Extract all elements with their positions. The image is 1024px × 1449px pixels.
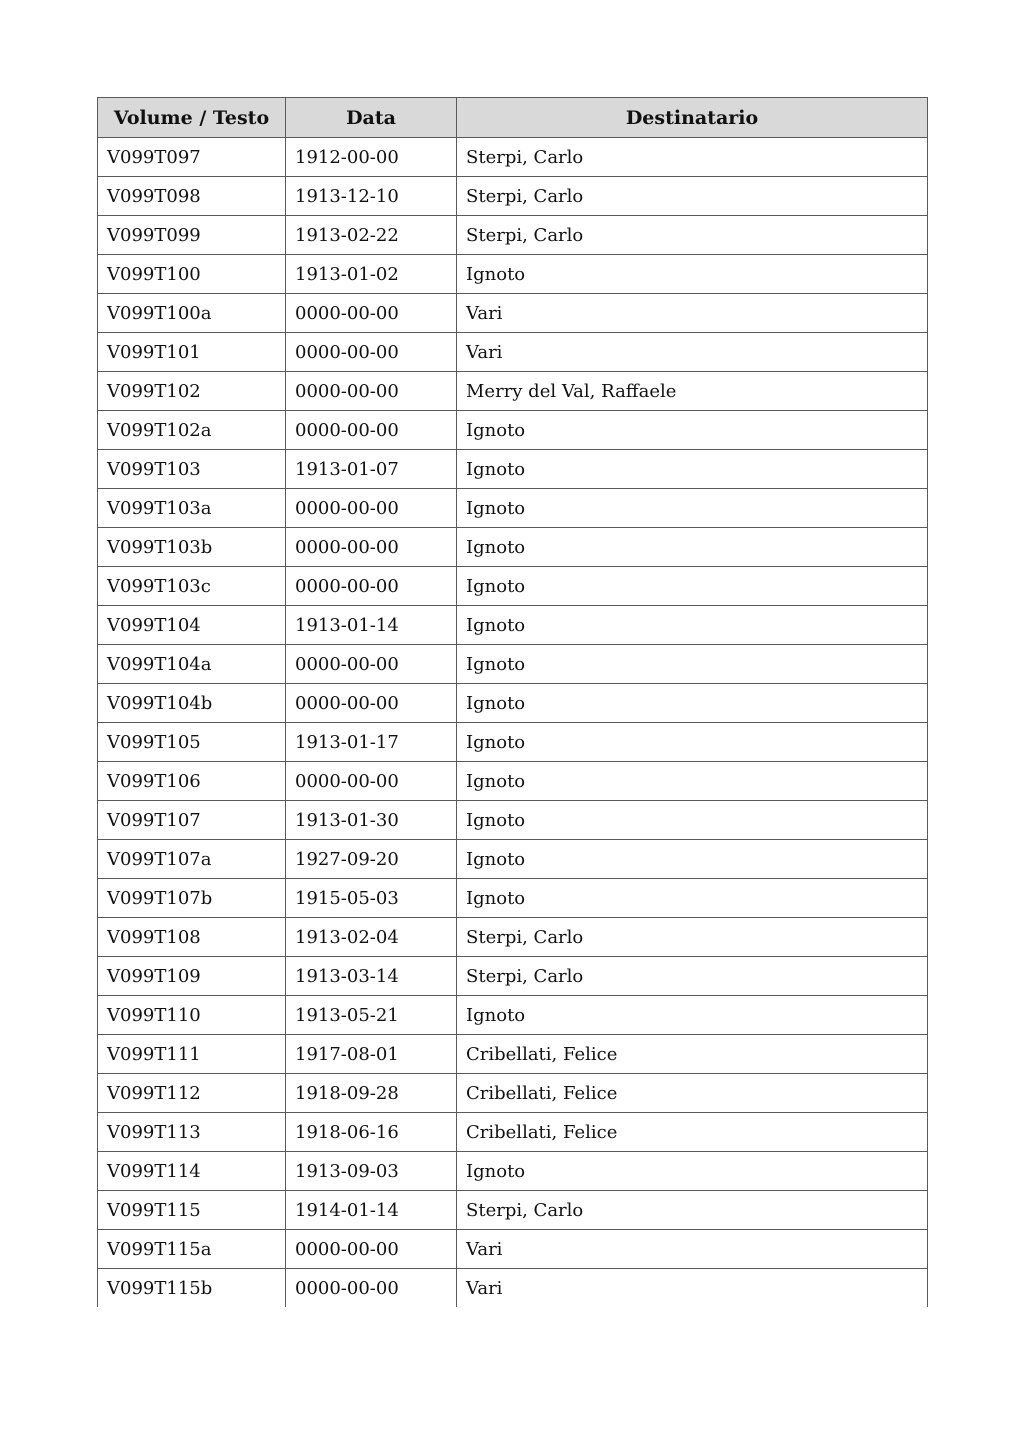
table-row	[98, 645, 928, 684]
cell-volume-testo: V099T102	[98, 372, 286, 411]
table-row	[98, 333, 928, 372]
table-row	[98, 801, 928, 840]
cell-data: 0000-00-00	[286, 684, 457, 723]
table-row	[98, 996, 928, 1035]
cell-data: 0000-00-00	[286, 411, 457, 450]
table-body	[98, 138, 928, 1308]
table-row	[98, 1230, 928, 1269]
cell-data: 0000-00-00	[286, 372, 457, 411]
cell-destinatario: Vari	[457, 1269, 928, 1308]
cell-destinatario: Ignoto	[457, 879, 928, 918]
cell-destinatario: Ignoto	[457, 1152, 928, 1191]
cell-destinatario: Vari	[457, 333, 928, 372]
cell-data: 0000-00-00	[286, 1230, 457, 1269]
table-row	[98, 762, 928, 801]
table-row	[98, 1191, 928, 1230]
cell-data: 1918-06-16	[286, 1113, 457, 1152]
cell-destinatario: Vari	[457, 294, 928, 333]
cell-volume-testo: V099T098	[98, 177, 286, 216]
cell-data: 0000-00-00	[286, 333, 457, 372]
cell-volume-testo: V099T106	[98, 762, 286, 801]
table-row	[98, 840, 928, 879]
cell-destinatario: Sterpi, Carlo	[457, 957, 928, 996]
cell-volume-testo: V099T115b	[98, 1269, 286, 1308]
cell-data: 1915-05-03	[286, 879, 457, 918]
cell-data: 0000-00-00	[286, 294, 457, 333]
cell-volume-testo: V099T103b	[98, 528, 286, 567]
cell-volume-testo: V099T115a	[98, 1230, 286, 1269]
cell-destinatario: Ignoto	[457, 606, 928, 645]
cell-volume-testo: V099T105	[98, 723, 286, 762]
cell-volume-testo: V099T108	[98, 918, 286, 957]
cell-volume-testo: V099T099	[98, 216, 286, 255]
table-header	[98, 98, 928, 138]
table-row	[98, 1035, 928, 1074]
cell-destinatario: Ignoto	[457, 684, 928, 723]
cell-data: 1913-12-10	[286, 177, 457, 216]
cell-destinatario: Ignoto	[457, 723, 928, 762]
cell-volume-testo: V099T111	[98, 1035, 286, 1074]
table-row	[98, 489, 928, 528]
cell-volume-testo: V099T103c	[98, 567, 286, 606]
cell-volume-testo: V099T107a	[98, 840, 286, 879]
cell-data: 1912-00-00	[286, 138, 457, 177]
cell-volume-testo: V099T114	[98, 1152, 286, 1191]
letters-table	[97, 97, 928, 1307]
cell-data: 1913-09-03	[286, 1152, 457, 1191]
table-row	[98, 723, 928, 762]
cell-destinatario: Ignoto	[457, 528, 928, 567]
table-row	[98, 528, 928, 567]
table-row	[98, 1113, 928, 1152]
cell-destinatario: Sterpi, Carlo	[457, 138, 928, 177]
table-row	[98, 567, 928, 606]
cell-data: 1914-01-14	[286, 1191, 457, 1230]
cell-data: 0000-00-00	[286, 1269, 457, 1308]
table-row	[98, 1074, 928, 1113]
cell-data: 0000-00-00	[286, 762, 457, 801]
cell-destinatario: Ignoto	[457, 567, 928, 606]
table-row	[98, 606, 928, 645]
table-row	[98, 177, 928, 216]
table-row	[98, 1269, 928, 1308]
document-page	[97, 97, 927, 1307]
cell-volume-testo: V099T112	[98, 1074, 286, 1113]
cell-destinatario: Ignoto	[457, 801, 928, 840]
cell-volume-testo: V099T103a	[98, 489, 286, 528]
cell-data: 0000-00-00	[286, 528, 457, 567]
column-header-destinatario: Destinatario	[457, 98, 928, 138]
cell-volume-testo: V099T104	[98, 606, 286, 645]
cell-volume-testo: V099T102a	[98, 411, 286, 450]
cell-volume-testo: V099T097	[98, 138, 286, 177]
cell-data: 0000-00-00	[286, 645, 457, 684]
cell-volume-testo: V099T110	[98, 996, 286, 1035]
table-row	[98, 957, 928, 996]
cell-destinatario: Sterpi, Carlo	[457, 918, 928, 957]
cell-destinatario: Vari	[457, 1230, 928, 1269]
table-row	[98, 411, 928, 450]
cell-volume-testo: V099T101	[98, 333, 286, 372]
table-row	[98, 684, 928, 723]
cell-volume-testo: V099T100a	[98, 294, 286, 333]
table-row	[98, 1152, 928, 1191]
cell-destinatario: Ignoto	[457, 255, 928, 294]
table-row	[98, 918, 928, 957]
table-row	[98, 879, 928, 918]
cell-destinatario: Cribellati, Felice	[457, 1113, 928, 1152]
cell-volume-testo: V099T107	[98, 801, 286, 840]
table-row	[98, 255, 928, 294]
cell-destinatario: Sterpi, Carlo	[457, 216, 928, 255]
cell-volume-testo: V099T107b	[98, 879, 286, 918]
cell-destinatario: Ignoto	[457, 411, 928, 450]
cell-volume-testo: V099T113	[98, 1113, 286, 1152]
cell-destinatario: Ignoto	[457, 996, 928, 1035]
cell-data: 1913-02-22	[286, 216, 457, 255]
cell-destinatario: Sterpi, Carlo	[457, 1191, 928, 1230]
cell-data: 1913-05-21	[286, 996, 457, 1035]
table-row	[98, 138, 928, 177]
cell-destinatario: Cribellati, Felice	[457, 1074, 928, 1113]
cell-volume-testo: V099T104a	[98, 645, 286, 684]
cell-data: 1918-09-28	[286, 1074, 457, 1113]
header-row	[98, 98, 928, 138]
cell-data: 1913-02-04	[286, 918, 457, 957]
column-header-volume-testo: Volume / Testo	[98, 98, 286, 138]
cell-data: 1913-01-02	[286, 255, 457, 294]
cell-destinatario: Merry del Val, Raffaele	[457, 372, 928, 411]
cell-destinatario: Ignoto	[457, 762, 928, 801]
cell-volume-testo: V099T104b	[98, 684, 286, 723]
cell-data: 0000-00-00	[286, 567, 457, 606]
table-row	[98, 216, 928, 255]
cell-data: 1913-01-17	[286, 723, 457, 762]
cell-data: 0000-00-00	[286, 489, 457, 528]
table-row	[98, 294, 928, 333]
cell-data: 1917-08-01	[286, 1035, 457, 1074]
table-row	[98, 372, 928, 411]
cell-destinatario: Sterpi, Carlo	[457, 177, 928, 216]
table-row	[98, 450, 928, 489]
cell-volume-testo: V099T100	[98, 255, 286, 294]
cell-volume-testo: V099T103	[98, 450, 286, 489]
cell-destinatario: Ignoto	[457, 450, 928, 489]
cell-destinatario: Ignoto	[457, 645, 928, 684]
cell-data: 1927-09-20	[286, 840, 457, 879]
cell-data: 1913-01-14	[286, 606, 457, 645]
cell-data: 1913-01-30	[286, 801, 457, 840]
cell-volume-testo: V099T109	[98, 957, 286, 996]
cell-volume-testo: V099T115	[98, 1191, 286, 1230]
cell-data: 1913-01-07	[286, 450, 457, 489]
column-header-data: Data	[286, 98, 457, 138]
cell-data: 1913-03-14	[286, 957, 457, 996]
cell-destinatario: Ignoto	[457, 840, 928, 879]
cell-destinatario: Ignoto	[457, 489, 928, 528]
cell-destinatario: Cribellati, Felice	[457, 1035, 928, 1074]
